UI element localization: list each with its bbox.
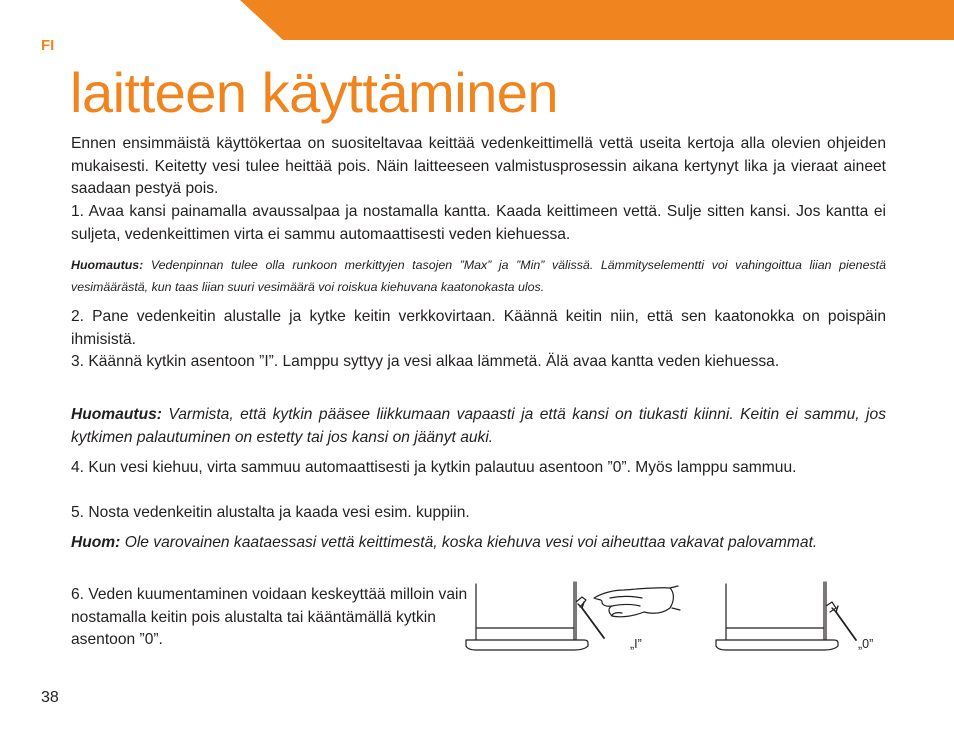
page-number: 38: [41, 689, 59, 706]
note-2-label: Huomautus:: [71, 406, 162, 423]
kettle-switch-on-illustration: [462, 578, 692, 660]
kettle-switch-off-illustration: [712, 578, 862, 660]
note-1-label: Huomautus:: [71, 258, 144, 272]
note-2: [71, 404, 886, 449]
step-5: 5. Nosta vedenkeitin alustalta ja kaada vesi esim. kuppiin.: [71, 504, 470, 521]
header-orange-band: [0, 0, 954, 40]
switch-on-label: „I”: [630, 637, 642, 651]
step-2: 2. Pane vedenkeitin alustalle ja kytke keitin verkkovirtaan. Käännä keitin niin, että sen kaatonokka on poispäin ihmisistä.: [71, 308, 886, 348]
note-1-text: Vedenpinnan tulee olla runkoon merkittyjen tasojen ”Max” ja ”Min” välissä. Lämmityselementti voi vahingoittua liian pienestä vesimäärästä, kun taas liian suuri vesimäärä voi roiskua kiehuvana kaatonokasta ulos.: [71, 258, 886, 294]
switch-off-label: „0”: [858, 637, 874, 651]
step-4: 4. Kun vesi kiehuu, virta sammuu automaattisesti ja kytkin palautuu asentoon ”0”. Myös lamppu sammuu.: [71, 459, 797, 476]
note-3-text: Ole varovainen kaataessasi vettä keittimestä, koska kiehuva vesi voi aiheuttaa vakavat palovammat.: [120, 534, 818, 551]
note-3-label: Huom:: [71, 534, 121, 551]
page-title: laitteen käyttäminen: [70, 61, 559, 124]
step-6: 6. Veden kuumentaminen voidaan keskeyttää milloin vain nostamalla keitin pois alustalta tai kääntämällä kytkin asentoon ”0”.: [71, 586, 468, 648]
intro-paragraph: Ennen ensimmäistä käyttökertaa on suositeltavaa keittää vedenkeittimellä vettä useita kertoja alla olevien ohjeiden mukaisesti. Keitetty vesi tulee heittää pois. Näin laitteeseen valmistusprosessin aikana kertynyt lika ja vieraat aineet saadaan pestyä pois.: [71, 135, 886, 197]
note-1: [71, 254, 886, 298]
note-2-text: Varmista, että kytkin pääsee liikkumaan vapaasti ja että kansi on tiukasti kiinni. Keitin ei sammu, jos kytkimen palautuminen on estetty tai jos kansi on jäänyt auki.: [71, 406, 886, 446]
language-code: FI: [41, 37, 55, 54]
step-3: 3. Käännä kytkin asentoon ”I”. Lamppu syttyy ja vesi alkaa lämmetä. Älä avaa kantta veden kiehuessa.: [71, 353, 780, 370]
step-1: 1. Avaa kansi painamalla avaussalpaa ja nostamalla kantta. Kaada keittimeen vettä. Sulje sitten kansi. Jos kantta ei suljeta, vedenkeittimen virta ei sammu automaattisesti veden kiehuessa.: [71, 203, 886, 243]
note-3: [71, 532, 886, 555]
